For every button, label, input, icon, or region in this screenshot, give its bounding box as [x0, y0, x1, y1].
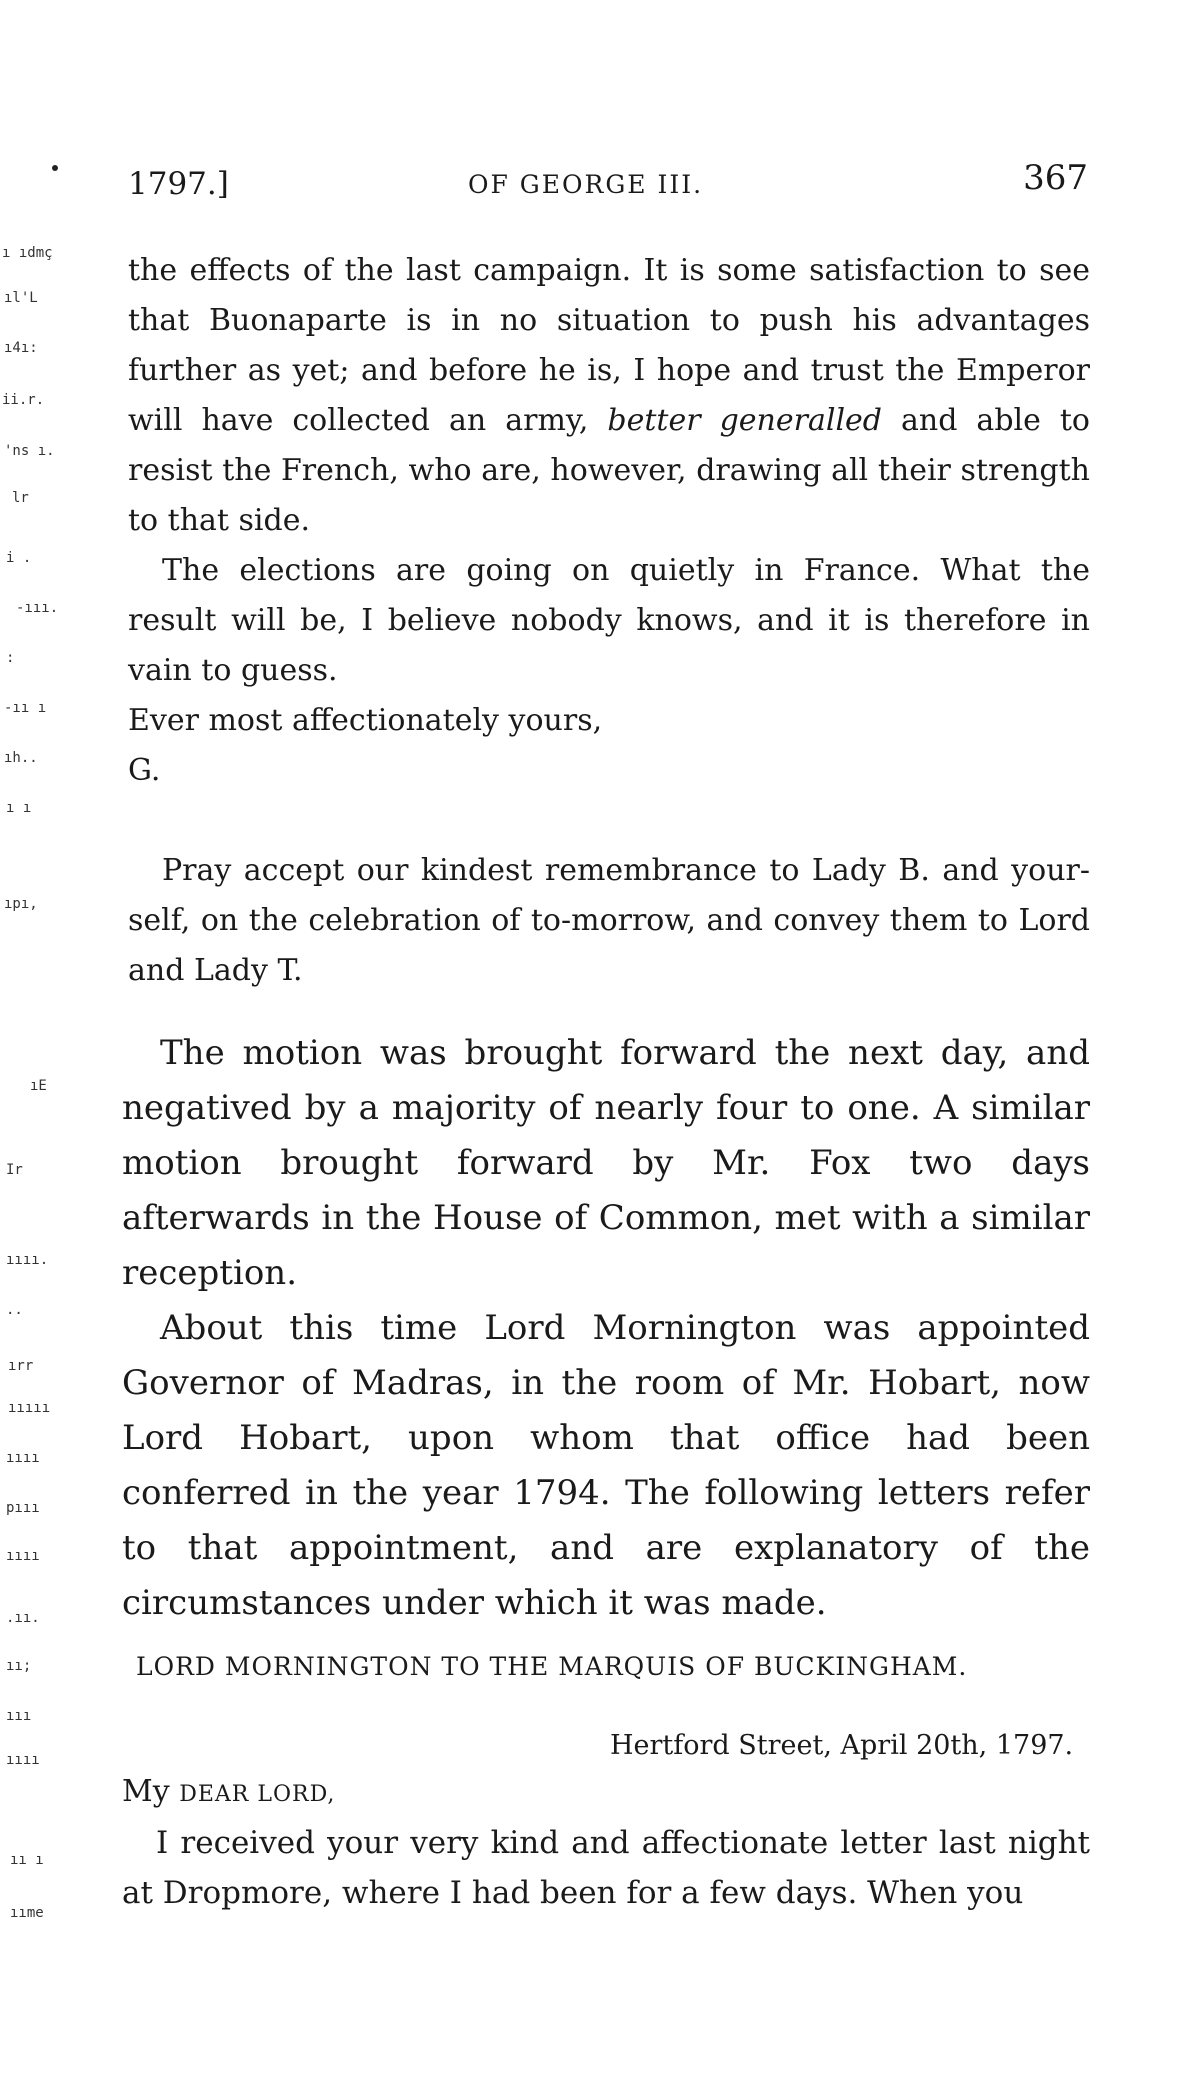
- margin-dot: [52, 165, 58, 171]
- margin-fragment: ıpı,: [4, 896, 38, 912]
- margin-fragment: ırr: [8, 1358, 34, 1374]
- margin-fragment: ııı: [6, 1708, 32, 1724]
- margin-fragment: pııı: [6, 1500, 40, 1516]
- margin-fragment: ıh..: [4, 750, 38, 766]
- margin-fragment: ı ıdmç: [2, 245, 53, 261]
- margin-fragment: Ir: [6, 1162, 23, 1178]
- letter-heading: LORD MORNINGTON TO THE MARQUIS OF BUCKINGHAM.: [136, 1652, 968, 1681]
- margin-fragment: ıl'L: [4, 290, 38, 306]
- margin-fragment: 'ns ı.: [4, 443, 55, 459]
- letter-signature: G.: [128, 753, 161, 788]
- margin-fragment: ıııı: [6, 1548, 40, 1564]
- margin-fragment: i .: [6, 550, 32, 566]
- margin-fragment: ii.r.: [2, 392, 45, 408]
- postscript: Pray accept our kindest remembrance to Lady B. and your-self, on the celebration of to-morrow, and convey them to Lord and Lady T.: [128, 853, 1090, 988]
- letter-paragraph: the effects of the last campaign. It is some satisfaction to see that Buonaparte is in no situation to push his advantages further as yet; and before he is, I hope and trust the Emperor will have collected an army, better generalled and able to resist the French, who are, however, drawing all their strength to that side.: [128, 253, 1090, 538]
- letter-paragraph: I received your very kind and affectionate letter last night at Dropmore, where I had been for a few days. When you: [122, 1825, 1090, 1911]
- margin-bleed-through: [0, 0, 80, 2080]
- margin-fragment: ıı ı: [10, 1852, 44, 1868]
- italic-phrase: better generalled: [607, 403, 882, 438]
- letter-closing: Ever most affectionately yours,: [128, 703, 603, 738]
- margin-fragment: ..: [6, 1302, 23, 1318]
- salutation: My DEAR LORD,: [122, 1774, 336, 1809]
- page-number: 367: [1023, 158, 1088, 198]
- letter-dateline: Hertford Street, April 20th, 1797.: [610, 1730, 1074, 1761]
- margin-fragment: ııme: [10, 1905, 44, 1921]
- running-header: [128, 158, 1088, 208]
- narrative-paragraph: About this time Lord Mornington was appointed Governor of Madras, in the room of Mr. Hobart, now Lord Hobart, upon whom that office had been conferred in the year 1794. The following letters refer to that appointment, and are explanatory of the circumstances under which it was made.: [122, 1308, 1090, 1623]
- margin-fragment: ıııı: [6, 1450, 40, 1466]
- margin-fragment: -ıı ı: [4, 700, 47, 716]
- letter-body: [128, 246, 1090, 996]
- header-year: 1797.]: [128, 166, 229, 202]
- margin-fragment: ıııı: [6, 1752, 40, 1768]
- narrative-paragraph: The motion was brought forward the next day, and negatived by a majority of nearly four to one. A similar motion brought forward by Mr. Fox two days afterwards in the House of Common, met with a similar reception.: [122, 1033, 1090, 1293]
- margin-fragment: :: [6, 650, 15, 666]
- narrative-text: [122, 1026, 1090, 1631]
- second-letter-body: [122, 1818, 1090, 1918]
- margin-fragment: -ııı.: [16, 600, 59, 616]
- margin-fragment: ı4ı:: [4, 340, 38, 356]
- letter-paragraph: The elections are going on quietly in France. What the result will be, I believe nobody knows, and it is therefore in vain to guess.: [128, 553, 1090, 688]
- margin-fragment: ıE: [30, 1078, 47, 1094]
- margin-fragment: ııııı: [8, 1400, 51, 1416]
- margin-fragment: .ıı.: [6, 1610, 40, 1626]
- header-title: OF GEORGE III.: [468, 170, 704, 199]
- margin-fragment: ıııı.: [6, 1252, 49, 1268]
- margin-fragment: lr: [12, 490, 29, 506]
- margin-fragment: ıı;: [6, 1658, 32, 1674]
- margin-fragment: ı ı: [6, 800, 32, 816]
